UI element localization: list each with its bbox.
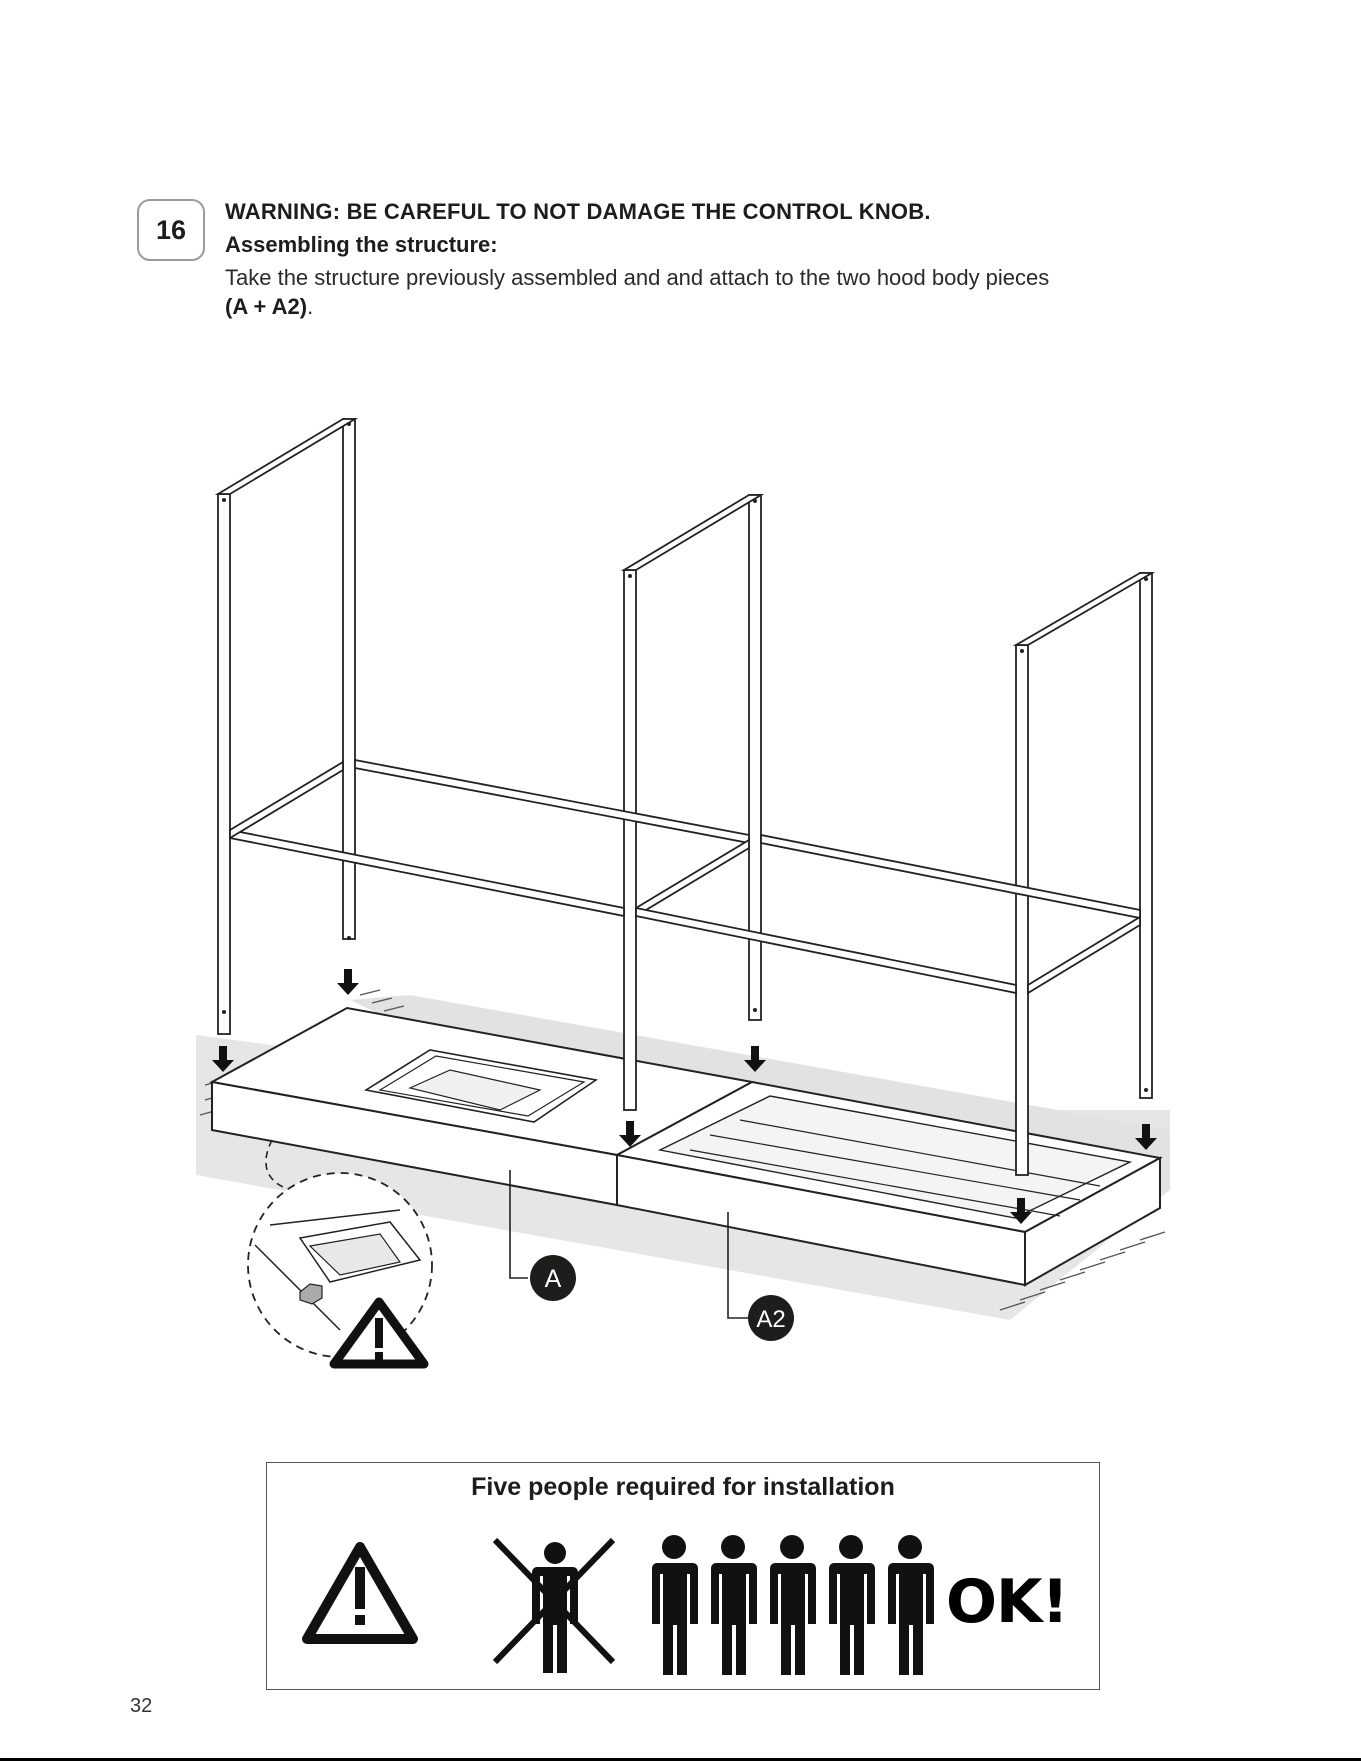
warning-text: WARNING: BE CAREFUL TO NOT DAMAGE THE CONTROL KNOB. <box>225 199 931 224</box>
installation-notice-box <box>266 1462 1100 1690</box>
step-body-text: Take the structure previously assembled and and attach to the two hood body pieces <box>225 265 1050 290</box>
step-number: 16 <box>155 214 187 245</box>
callout-badge-a <box>530 1255 576 1301</box>
body-trailing: . <box>307 294 314 319</box>
callout-badge-a2 <box>748 1295 794 1341</box>
person-icon <box>652 1535 934 1675</box>
ok-label: OK! <box>946 1567 1068 1637</box>
callout-label-a2: A2 <box>756 1306 786 1333</box>
callout-label-a: A <box>544 1265 562 1293</box>
warning-triangle-icon <box>307 1547 413 1639</box>
step-heading: Assembling the structure: <box>225 232 498 257</box>
parts-reference: (A + A2) <box>225 294 308 319</box>
page-number: 32 <box>130 1695 153 1717</box>
installation-notice-title: Five people required for installation <box>471 1473 895 1501</box>
crossed-person-icon <box>495 1540 613 1673</box>
